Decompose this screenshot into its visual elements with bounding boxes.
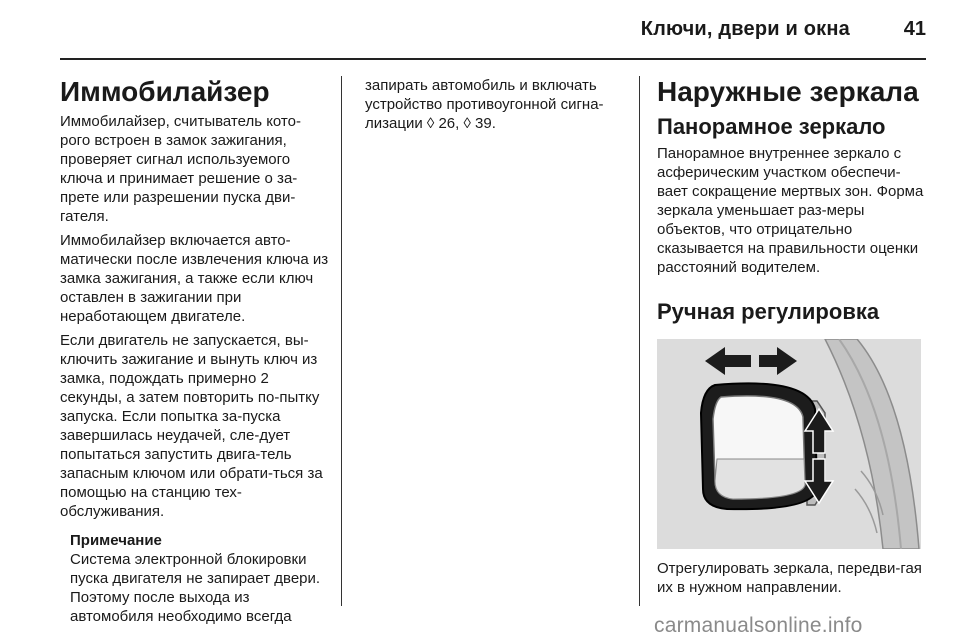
note-box xyxy=(70,531,330,626)
page-number: 41 xyxy=(903,18,926,40)
column-divider-2 xyxy=(639,76,640,606)
section-heading-mirrors: Наружные зеркала xyxy=(657,76,919,107)
note-text: Система электронной блокировки пуска двигателя не запирает двери. Поэтому после выхода из автомобиля необходимо всегда xyxy=(70,551,321,625)
column-continuation xyxy=(365,76,630,138)
column-immobilizer xyxy=(60,76,330,626)
subheading-panoramic-mirror: Панорамное зеркало xyxy=(657,114,886,139)
subheading-manual-adjustment: Ручная регулировка xyxy=(657,299,880,324)
paragraph-panoramic-mirror: Панорамное внутреннее зеркало с асферическим участком обеспечи-вает сокращение мертвых зон. Форма зеркала уменьшает раз-меры объектов, что отрицательно сказывается на правильности оценки расстояний водителем. xyxy=(657,145,924,276)
column-mirrors xyxy=(657,76,929,602)
chapter-title: Ключи, двери и окна xyxy=(640,18,850,40)
paragraph-immobilizer-troubleshoot: Если двигатель не запускается, вы-ключить зажигание и вынуть ключ из замка, подождать примерно 2 секунды, а затем повторить по-пытку запуска. Если попытка за-пуска завершилась неудачей, сле-дует попытаться запустить двига-тель запасным ключом или обрати-ться за помощью на станцию тех-обслуживания. xyxy=(60,332,323,520)
header-rule xyxy=(60,58,926,60)
mirror-adjustment-illustration xyxy=(657,339,921,549)
paragraph-continuation: запирать автомобиль и включать устройство противоугонной сигна-лизации ◊ 26, ◊ 39. xyxy=(365,77,604,132)
figure-caption: Отрегулировать зеркала, передви-гая их в нужном направлении. xyxy=(657,560,922,596)
paragraph-immobilizer-activation: Иммобилайзер включается авто-матически после извлечения ключа из замка зажигания, а также если ключ оставлен в зажигании при неработающем двигателе. xyxy=(60,232,329,325)
watermark: carmanualsonline.info xyxy=(654,614,863,637)
paragraph-immobilizer-intro: Иммобилайзер, считыватель кото-рого встроен в замок зажигания, проверяет сигнал используемого ключа и принимает решение о за-прете или разрешении пуска дви-гателя. xyxy=(60,113,301,225)
section-heading-immobilizer: Иммобилайзер xyxy=(60,76,270,107)
column-divider-1 xyxy=(341,76,342,606)
note-title: Примечание xyxy=(70,532,162,549)
